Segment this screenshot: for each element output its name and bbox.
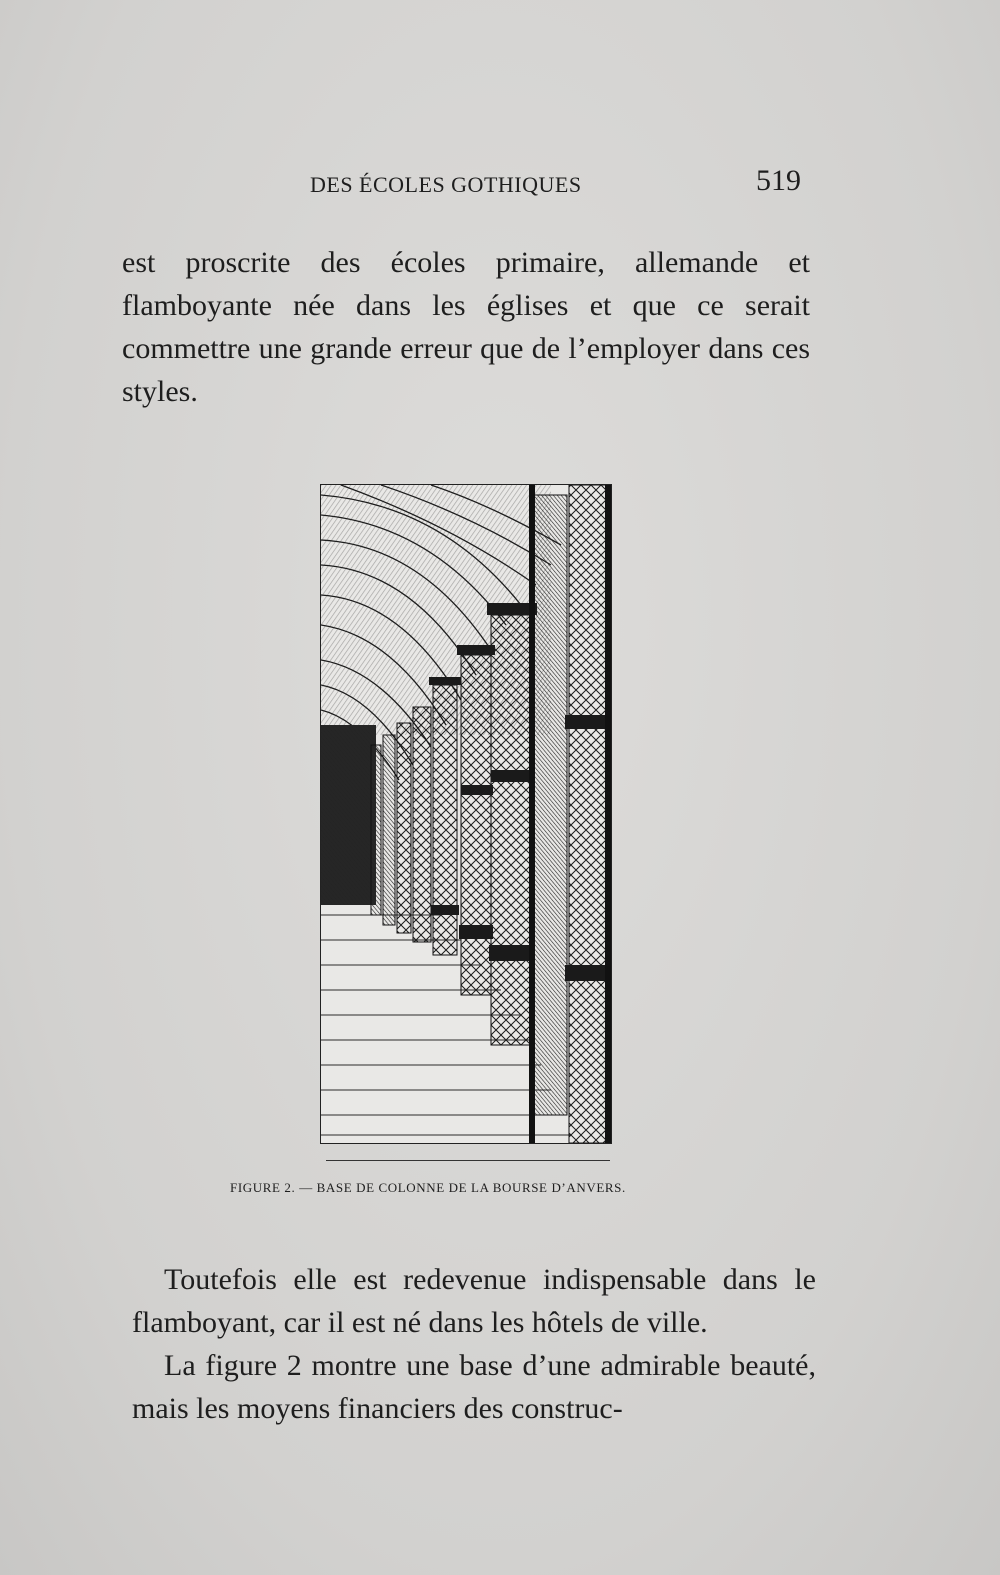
paragraph-bottom-1: Toutefois elle est redevenue indispensable dans le flamboyant, car il est né dans les hôtels de ville.: [132, 1263, 816, 1339]
running-title: DES ÉCOLES GOTHIQUES: [310, 172, 582, 197]
figure-rule: [326, 1160, 610, 1161]
paragraph-top: est proscrite des écoles primaire, allemande et flamboyante née dans les églises et que ce serait commettre une grande erreur que de l’employer dans ces styles.: [122, 246, 810, 408]
paragraph-bottom-2: La figure 2 montre une base d’une admirable beauté, mais les moyens financiers des construc-: [132, 1349, 816, 1425]
arcade-engraving-illustration: [321, 485, 611, 1143]
figure-caption: FIGURE 2. — BASE DE COLONNE DE LA BOURSE D’ANVERS.: [230, 1180, 626, 1195]
figure-engraving: [320, 484, 612, 1144]
page-number: 519: [756, 164, 801, 197]
